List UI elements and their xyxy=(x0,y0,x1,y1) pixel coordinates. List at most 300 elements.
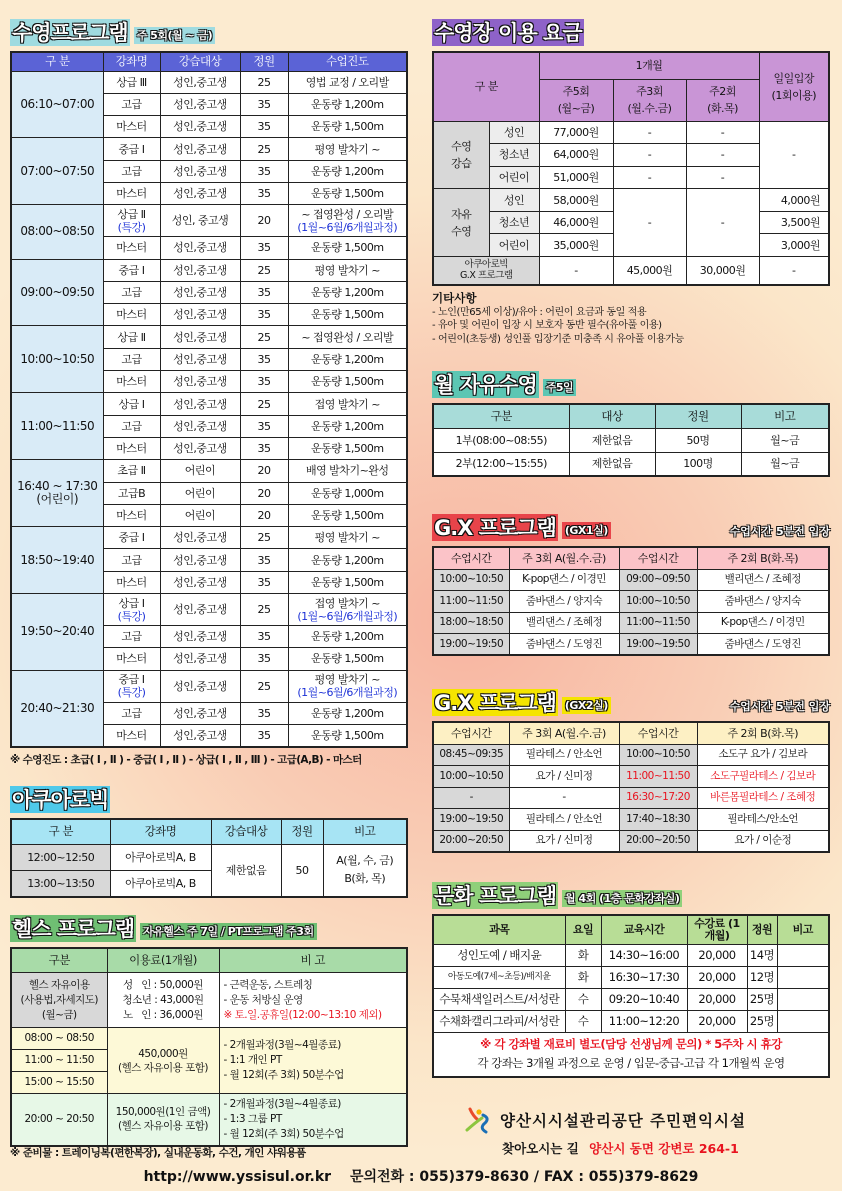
culture-header: 요일 xyxy=(565,915,601,945)
header-line: 일일입장 xyxy=(773,71,815,85)
swim-capacity: 35 xyxy=(240,415,288,437)
fee-header-2x xyxy=(686,79,759,121)
gx-class-a: K-pop댄스 / 이경민 xyxy=(509,569,619,591)
swim-capacity: 35 xyxy=(240,160,288,182)
progress-text: 운동량 1,500m xyxy=(310,442,384,456)
gx-class-b: 바른몸필라테스 / 조혜정 xyxy=(697,787,829,809)
gx1-header: 수업시간 xyxy=(619,547,697,569)
swim-capacity: 35 xyxy=(240,571,288,593)
swim-target: 성인,중고생 xyxy=(160,702,240,724)
progress-text: 운동량 1,500m xyxy=(310,308,384,322)
aqua-target: 제한없음 xyxy=(211,845,281,897)
course-text: 중급 Ⅰ xyxy=(118,142,145,156)
gx-time-a: 19:00~19:50 xyxy=(433,809,509,831)
swim-capacity: 20 xyxy=(240,504,288,526)
time-sub-text: (어린이) xyxy=(36,492,79,507)
fee-value: 46,000원 xyxy=(539,211,613,234)
swim-target: 성인,중고생 xyxy=(160,138,240,160)
org-name: 양산시시설관리공단 주민편익시설 xyxy=(500,1112,746,1130)
fees-heading xyxy=(432,18,830,46)
swim-capacity: 35 xyxy=(240,626,288,648)
swim-capacity: 35 xyxy=(240,182,288,204)
progress-text: 운동량 1,200m xyxy=(310,419,384,433)
gx-time-a: - xyxy=(433,787,509,809)
header-line: 주5회 xyxy=(562,85,590,98)
aqua-time: 13:00~13:50 xyxy=(11,871,110,897)
gx-class-a: 줌바댄스 / 도영진 xyxy=(509,634,619,656)
progress-sub-text: (1월~6월/6개월과정) xyxy=(297,609,398,623)
time-text: 10:00~10:50 xyxy=(20,351,95,366)
gx2-subtitle: (GX2실) xyxy=(562,697,611,714)
table-row xyxy=(433,809,829,831)
remark-line: - 월 12회(주 3회) 50분수업 xyxy=(223,1069,344,1082)
time-text: 06:10~07:00 xyxy=(20,96,95,111)
swim-capacity: 35 xyxy=(240,549,288,571)
swim-target: 성인,중고생 xyxy=(160,71,240,93)
swim-target: 어린이 xyxy=(160,460,240,482)
swim-capacity: 35 xyxy=(240,93,288,115)
swim-program-subtitle: 주 5회(월 ~ 금) xyxy=(134,27,215,44)
gx-class-b: 필라테스/안소언 xyxy=(697,809,829,831)
swim-progress xyxy=(288,237,407,259)
culture-capacity: 14명 xyxy=(747,945,777,967)
swim-course xyxy=(103,482,160,504)
swim-course xyxy=(103,648,160,670)
table-row xyxy=(11,670,407,702)
course-text: 상급 Ⅰ xyxy=(118,596,145,610)
gx-class-b: 줌바댄스 / 양지숙 xyxy=(697,591,829,613)
fee-header-3x xyxy=(613,79,686,121)
free-cap: 100명 xyxy=(655,452,741,476)
table-row xyxy=(11,460,407,482)
left-column xyxy=(10,18,408,1147)
health-heading xyxy=(10,914,408,942)
progress-text: 운동량 1,200m xyxy=(310,553,384,567)
progress-text: 영법 교정 / 오리발 xyxy=(305,75,389,89)
table-row xyxy=(433,766,829,788)
header-line: (월.수.금) xyxy=(627,102,672,115)
swim-program-heading xyxy=(10,18,408,46)
fee-daily: 3,000원 xyxy=(759,234,829,257)
right-column xyxy=(432,18,830,1078)
swim-capacity: 25 xyxy=(240,393,288,415)
course-text: 마스터 xyxy=(116,575,147,589)
culture-time: 14:30~16:00 xyxy=(601,945,687,967)
aqua-capacity: 50 xyxy=(281,845,323,897)
course-text: 마스터 xyxy=(116,120,147,134)
aqua-header-target: 강습대상 xyxy=(211,819,281,845)
swim-header-progress: 수업진도 xyxy=(288,52,407,71)
course-text: 마스터 xyxy=(116,241,147,255)
fee-who: 성인 xyxy=(489,121,539,144)
progress-text: 운동량 1,200m xyxy=(310,97,384,111)
website-link[interactable]: http://www.yssisul.or.kr xyxy=(143,1169,332,1185)
directions xyxy=(502,1139,739,1157)
gx-time-a: 20:00~20:50 xyxy=(433,830,509,852)
gx1-header: 수업시간 xyxy=(433,547,509,569)
pt3-fee xyxy=(107,1094,219,1146)
culture-day: 수 xyxy=(565,989,601,1011)
etc-line: - 유아 및 어린이 입장 시 보호자 동반 필수(유아풀 이용) xyxy=(432,320,662,332)
progress-text: 평영 발차기 ~ xyxy=(314,263,380,277)
swim-progress xyxy=(288,71,407,93)
time-text: 11:00~11:50 xyxy=(20,418,95,433)
swim-course xyxy=(103,460,160,482)
fee-line: 성 인 : 50,000원 xyxy=(123,978,203,991)
fee-value: - xyxy=(686,189,759,257)
swim-course xyxy=(103,371,160,393)
swim-progress xyxy=(288,205,407,237)
table-row xyxy=(11,1028,407,1050)
time-text: 18:50~19:40 xyxy=(20,552,95,567)
gx-class-b: 줌바댄스 / 도영진 xyxy=(697,634,829,656)
swim-capacity: 35 xyxy=(240,724,288,746)
free-part: 1부(08:00~08:55) xyxy=(433,428,569,452)
aqua-course: 아쿠아로빅A, B xyxy=(110,845,211,871)
table-row xyxy=(433,591,829,613)
swim-target: 성인,중고생 xyxy=(160,281,240,303)
swim-course xyxy=(103,724,160,746)
fee-value: 30,000원 xyxy=(686,257,759,285)
course-text: 고급 xyxy=(121,553,142,567)
swim-target: 성인,중고생 xyxy=(160,93,240,115)
fee-value: 51,000원 xyxy=(539,166,613,189)
table-row xyxy=(433,787,829,809)
health-free-fees xyxy=(107,973,219,1028)
fee-who: 어린이 xyxy=(489,166,539,189)
swim-target: 성인,중고생 xyxy=(160,371,240,393)
pt1-fee xyxy=(107,1028,219,1094)
progress-text: 운동량 1,500m xyxy=(310,241,384,255)
swim-course xyxy=(103,182,160,204)
swim-target: 성인,중고생 xyxy=(160,626,240,648)
swim-target: 성인,중고생 xyxy=(160,527,240,549)
fee-value: - xyxy=(613,166,686,189)
course-text: 중급 Ⅰ xyxy=(118,531,145,545)
swim-progress xyxy=(288,160,407,182)
gx-time-b: 10:00~10:50 xyxy=(619,591,697,613)
label-line: 아쿠아로빅 xyxy=(464,259,508,271)
swim-time-slot xyxy=(11,259,103,326)
health-header-remark: 비 고 xyxy=(219,948,407,973)
gx-time-b: 20:00~20:50 xyxy=(619,830,697,852)
header-line: (화.목) xyxy=(707,102,738,115)
swim-course xyxy=(103,116,160,138)
table-row xyxy=(11,71,407,93)
swim-target: 성인,중고생 xyxy=(160,116,240,138)
swim-course xyxy=(103,437,160,459)
culture-fee: 20,000 xyxy=(687,945,747,967)
culture-day: 수 xyxy=(565,1011,601,1033)
gx-class-b: K-pop댄스 / 이경민 xyxy=(697,612,829,634)
health-header-category: 구분 xyxy=(11,948,107,973)
fee-value: 35,000원 xyxy=(539,234,613,257)
progress-text: ~ 접영완성 / 오리발 xyxy=(301,207,394,221)
gx2-header: 수업시간 xyxy=(619,722,697,744)
fee-value: - xyxy=(613,144,686,167)
swim-progress xyxy=(288,437,407,459)
aqua-header-course: 강좌명 xyxy=(110,819,211,845)
swim-progress xyxy=(288,93,407,115)
free-note: 월~금 xyxy=(741,452,829,476)
culture-remark xyxy=(777,967,829,989)
swim-progress xyxy=(288,304,407,326)
aqua-remark xyxy=(323,845,407,897)
address: 양산시 동면 강변로 264-1 xyxy=(589,1141,739,1156)
fee-daily: - xyxy=(759,121,829,189)
health-header-fee: 이용료(1개월) xyxy=(107,948,219,973)
course-text: 고급 xyxy=(121,706,142,720)
progress-text: 접영 발차기 ~ xyxy=(314,596,380,610)
free-header: 대상 xyxy=(569,404,655,428)
free-swim-table xyxy=(432,403,830,477)
culture-subject: 수채화캘리그라피/서성란 xyxy=(433,1011,565,1033)
fee-line: 청소년 : 43,000원 xyxy=(122,993,204,1006)
swim-target: 성인,중고생 xyxy=(160,571,240,593)
free-swim-subtitle: 주5일 xyxy=(543,379,576,396)
course-text: 고급 xyxy=(121,286,142,300)
swim-time-slot xyxy=(11,326,103,393)
table-row xyxy=(11,326,407,348)
remark-line: - 근력운동, 스트레칭 xyxy=(223,978,313,991)
etc-title: 기타사항 xyxy=(432,290,477,305)
time-text: 09:00~09:50 xyxy=(20,285,95,300)
table-row xyxy=(433,452,829,476)
culture-day: 화 xyxy=(565,945,601,967)
culture-notes xyxy=(433,1033,829,1077)
gx-class-b: 소도구필라테스 / 김보라 xyxy=(697,766,829,788)
swim-header-course: 강좌명 xyxy=(103,52,160,71)
aquarobics-heading xyxy=(10,785,408,813)
time-text: 19:50~20:40 xyxy=(20,624,95,639)
course-text: 고급 xyxy=(121,97,142,111)
fee-line: 노 인 : 36,000원 xyxy=(123,1008,203,1021)
course-text: 고급 xyxy=(121,630,142,644)
free-target: 제한없음 xyxy=(569,428,655,452)
label-line: (월~금) xyxy=(41,1008,77,1021)
fee-value: - xyxy=(686,121,759,144)
health-free-remarks xyxy=(219,973,407,1028)
table-row xyxy=(11,393,407,415)
swim-time-slot xyxy=(11,71,103,138)
gx-class-a: - xyxy=(509,787,619,809)
health-table xyxy=(10,947,408,1147)
swim-capacity: 35 xyxy=(240,237,288,259)
swim-progress xyxy=(288,724,407,746)
fee-aqua-gx-label xyxy=(433,257,539,285)
label-line: 자유 xyxy=(451,207,472,221)
gx-time-b: 16:30~17:20 xyxy=(619,787,697,809)
gx2-header: 수업시간 xyxy=(433,722,509,744)
aquarobics-table xyxy=(10,818,408,898)
course-text: 초급 Ⅱ xyxy=(117,464,146,478)
course-text: 마스터 xyxy=(116,652,147,666)
gx2-title: G.X 프로그램 xyxy=(434,691,556,716)
course-text: 상급 Ⅱ xyxy=(117,330,146,344)
culture-header: 수강료 (1개월) xyxy=(687,915,747,945)
swim-progress xyxy=(288,702,407,724)
swim-target: 성인,중고생 xyxy=(160,648,240,670)
swim-target: 성인,중고생 xyxy=(160,393,240,415)
table-row xyxy=(433,945,829,967)
fee-value: 58,000원 xyxy=(539,189,613,212)
table-row xyxy=(433,830,829,852)
gx-time-b: 19:00~19:50 xyxy=(619,634,697,656)
free-swim-title: 월 자유수영 xyxy=(434,373,537,398)
swim-capacity: 35 xyxy=(240,281,288,303)
swim-progress xyxy=(288,371,407,393)
table-row xyxy=(433,744,829,766)
culture-table xyxy=(432,914,830,1078)
course-text: 고급 xyxy=(121,164,142,178)
gx1-heading xyxy=(432,513,830,541)
course-special-tag: (특강) xyxy=(117,686,146,700)
swim-course xyxy=(103,348,160,370)
fee-line: (헬스 자유이용 포함) xyxy=(117,1120,208,1133)
swim-target: 성인,중고생 xyxy=(160,670,240,702)
gx1-title: G.X 프로그램 xyxy=(434,516,556,541)
swim-target: 성인, 중고생 xyxy=(160,205,240,237)
fee-value: - xyxy=(613,189,686,257)
swim-program-table xyxy=(10,51,408,748)
swim-course xyxy=(103,205,160,237)
swim-capacity: 35 xyxy=(240,648,288,670)
contact-line xyxy=(0,1166,842,1186)
gx2-header: 주 2회 B(화.목) xyxy=(697,722,829,744)
swim-target: 성인,중고생 xyxy=(160,304,240,326)
swim-progress xyxy=(288,138,407,160)
culture-remark xyxy=(777,945,829,967)
culture-notes-row xyxy=(433,1033,829,1077)
org-logo-block xyxy=(464,1106,746,1134)
swim-course xyxy=(103,281,160,303)
free-target: 제한없음 xyxy=(569,452,655,476)
swim-target: 성인,중고생 xyxy=(160,415,240,437)
progress-text: 운동량 1,200m xyxy=(310,286,384,300)
fee-who: 청소년 xyxy=(489,144,539,167)
gx2-heading xyxy=(432,688,830,716)
progress-text: 운동량 1,200m xyxy=(310,630,384,644)
table-row xyxy=(11,138,407,160)
table-row xyxy=(11,1094,407,1146)
course-text: 마스터 xyxy=(116,308,147,322)
label-line: 헬스 자유이용 xyxy=(28,978,90,991)
header-line: 주2회 xyxy=(709,85,736,98)
course-text: 고급 xyxy=(121,419,142,433)
fee-header-5x xyxy=(539,79,613,121)
fee-line: 150,000원(1인 금액) xyxy=(115,1106,211,1119)
header-line: (1회이용) xyxy=(771,88,816,102)
swim-target: 성인,중고생 xyxy=(160,724,240,746)
gx1-table xyxy=(432,546,830,656)
swim-course xyxy=(103,415,160,437)
culture-time: 11:00~12:20 xyxy=(601,1011,687,1033)
table-row xyxy=(433,612,829,634)
swim-course xyxy=(103,326,160,348)
progress-text: 접영 발차기 ~ xyxy=(314,397,380,411)
swim-time-slot xyxy=(11,460,103,527)
directions-label: 찾아오시는 길 xyxy=(502,1141,579,1156)
pt-time: 11:00 ~ 11:50 xyxy=(11,1050,107,1072)
culture-fee: 20,000 xyxy=(687,989,747,1011)
swim-capacity: 35 xyxy=(240,371,288,393)
culture-header: 과목 xyxy=(433,915,565,945)
table-row xyxy=(11,205,407,237)
swim-course xyxy=(103,393,160,415)
swim-target: 성인,중고생 xyxy=(160,549,240,571)
free-header: 비고 xyxy=(741,404,829,428)
time-text: 20:40~21:30 xyxy=(20,700,95,715)
gx-time-b: 10:00~10:50 xyxy=(619,744,697,766)
swim-progress xyxy=(288,182,407,204)
free-header: 정원 xyxy=(655,404,741,428)
gx-class-a: 필라테스 / 안소언 xyxy=(509,744,619,766)
remark-line: - 1:3 그룹 PT xyxy=(223,1112,282,1125)
etc-line: - 어린이(초등생) 성인풀 입장기준 미충족 시 유아풀 이용가능 xyxy=(432,333,684,345)
remark-line: - 월 12회(주 3회) 50분수업 xyxy=(223,1127,344,1140)
culture-note: 각 강좌는 3개월 과정으로 운영 / 입문-중급-고급 각 1개월씩 운영 xyxy=(477,1056,785,1071)
swim-progress xyxy=(288,626,407,648)
progress-text: 운동량 1,200m xyxy=(310,706,384,720)
gx1-header: 주 3회 A(월.수.금) xyxy=(509,547,619,569)
progress-text: 운동량 1,500m xyxy=(310,508,384,522)
swim-course xyxy=(103,304,160,326)
pt-time: 15:00 ~ 15:50 xyxy=(11,1072,107,1094)
health-title: 헬스 프로그램 xyxy=(12,916,135,941)
fee-who: 성인 xyxy=(489,189,539,212)
culture-time: 16:30~17:30 xyxy=(601,967,687,989)
table-row xyxy=(11,594,407,626)
progress-sub-text: (1월~6월/6개월과정) xyxy=(297,686,398,700)
label-line: (사용법,자세지도) xyxy=(20,993,99,1006)
culture-title: 문화 프로그램 xyxy=(434,883,557,908)
swim-capacity: 35 xyxy=(240,702,288,724)
progress-text: 평영 발차기 ~ xyxy=(314,673,380,687)
swim-header-capacity: 정원 xyxy=(240,52,288,71)
gx-class-b: 요가 / 이순정 xyxy=(697,830,829,852)
table-row xyxy=(433,634,829,656)
swim-course xyxy=(103,527,160,549)
fee-header-category: 구 분 xyxy=(433,52,539,121)
course-text: 상급 Ⅰ xyxy=(118,397,145,411)
swim-target: 성인,중고생 xyxy=(160,437,240,459)
fee-daily: 3,500원 xyxy=(759,211,829,234)
swim-target: 성인,중고생 xyxy=(160,182,240,204)
fee-value: - xyxy=(613,121,686,144)
swim-target: 어린이 xyxy=(160,482,240,504)
gx1-header: 주 2회 B(화.목) xyxy=(697,547,829,569)
course-text: 마스터 xyxy=(116,508,147,522)
swim-capacity: 25 xyxy=(240,527,288,549)
remark-line: - 2개월과정(3월~4월종료) xyxy=(223,1039,341,1052)
health-subtitle: 자유헬스 주 7일 / PT프로그램 주3회 xyxy=(140,923,317,940)
progress-text: 운동량 1,200m xyxy=(310,352,384,366)
swim-course xyxy=(103,259,160,281)
gx-class-a: 필라테스 / 안소언 xyxy=(509,809,619,831)
swim-capacity: 25 xyxy=(240,259,288,281)
pt3-time: 20:00 ~ 20:50 xyxy=(11,1094,107,1146)
progress-text: 운동량 1,500m xyxy=(310,652,384,666)
table-row xyxy=(433,428,829,452)
swim-target: 성인,중고생 xyxy=(160,594,240,626)
swim-course xyxy=(103,670,160,702)
progress-text: 배영 발차기~완성 xyxy=(305,464,389,478)
culture-day: 화 xyxy=(565,967,601,989)
progress-text: 운동량 1,500m xyxy=(310,120,384,134)
table-row xyxy=(433,121,829,144)
table-row xyxy=(433,189,829,212)
swim-capacity: 25 xyxy=(240,326,288,348)
